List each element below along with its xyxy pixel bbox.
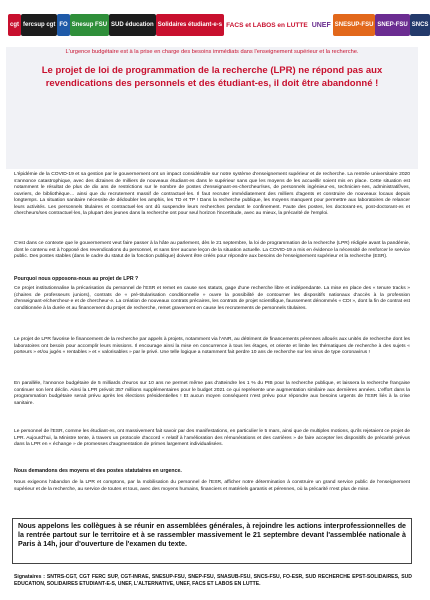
- logo-unef: UNEF: [311, 21, 331, 29]
- logo-cgt: cgt: [8, 14, 21, 36]
- paragraph-lpr-context: C'est dans ce contexte que le gouvernement veut faire passer à la hâte au parlement, dès le 21 septembre, la loi de programmation de la recherche (LPR) rédigée avant la pandémie, dont le contenu est à l'opposé des revendications du personnel, et sans tirer aucune leçon de la situation actuelle. La COVID-19 a mis en évidence la nécessité de renforcer le service public. Des postes stables (dans le cadre du statut de la fonction publique) doivent être créés pour répondre aux besoins de l'enseignement supérieur et la recherche (ESR).: [14, 241, 410, 260]
- tagline: L'urgence budgétaire est à la prise en charge des besoins immédiats dans l'enseignement supérieur et la recherche.: [65, 49, 359, 55]
- logo-fo: FO: [57, 14, 69, 36]
- question-heading: Pourquoi nous opposons-nous au projet de LPR ?: [14, 276, 139, 282]
- logo-snep-fsu: SNEP-FSU: [375, 14, 409, 36]
- union-logos-row: [8, 4, 429, 46]
- logo-snesup-fsu: Snesup FSU: [70, 14, 109, 36]
- demand-heading: Nous demandons des moyens et des postes statutaires en urgence.: [14, 468, 182, 474]
- paragraph-mobilisation: Le personnel de l'ESR, comme les étudiant·es, ont massivement fait savoir par des manifestations, en particulier le 5 mars, ainsi que de multiples motions, qu'ils rejetaient ce projet de LPR. Aujourd'hui, la Ministre tente, à travers un protocole d'accord « relatif à l'amélioration des rémunérations et des carrières » de faire accepter les dispositifs de précarité prévus dans la LPR en « échange » de promesses d'augmentation de primes largement individualisées.: [14, 429, 410, 448]
- paragraph-budget: En parallèle, l'annonce budgétaire de 5 milliards d'euros sur 10 ans ne permet même pas d'atteindre les 1 % du PIB pour la recherche publique, et laissera la recherche française continuer son lent déclin. Ainsi la LPR prévoit 357 millions supplémentaires pour le budget 2021 ce qui représente une augmentation similaire aux dernières années. L'effort dans la programmation budgétaire serait prévu après les élections présidentielles ! Et aucun moyen conséquent n'est prévu pour répondre aux besoins urgents de l'ESR liés à la crise sanitaire.: [14, 381, 410, 406]
- headline: Le projet de loi de programmation de la recherche (LPR) ne répond pas aux revendications des personnels et des étudiant-es, il doit être abandonné !: [41, 65, 383, 89]
- paragraph-context: L'épidémie de la COVID-19 et sa gestion par le gouvernement ont un impact considérable sur notre système d'enseignement supérieur et de recherche. La rentrée universitaire 2020 s'annonce catastrophique, avec des dizaines de milliers de nouveaux étudiant·es dans le supérieur sans que les moyens de les accueillir soient mis en place. Cette situation est notamment le résultat de plus de dix ans de restrictions sur le nombre de postes d'enseignant·es-chercheur/ses, de personnels ingénieur·es, technicien·nes, administratif/ves, ouvriers, de bibliothèque… ainsi que du recrutement massif de contractuel·les. Il faut recruter immédiatement des milliers d'agents et construire de nouveaux locaux depuis longtemps. La situation sanitaire nécessite de dédoubler les amphis, les TD et TP ! Dans la recherche publique, les moyens manquent pour permettre aux laboratoires de relancer leurs activités. Les personnels titulaires et contractuel·les ont dû suspendre leurs recherches pendant le confinement. Faute des postes, les doctorant·es, post-doctorant·es et chercheurs/ses contractuel·les, la plupart des jeunes dans la recherche ont pour seul horizon l'incertitude, avec au mieux, la précarité de l'emploi.: [14, 172, 410, 217]
- logo-sncs: SNCS: [410, 14, 430, 36]
- logo-solidaires-etudiantes: Solidaires étudiant-e-s: [156, 14, 224, 36]
- paragraph-precarisation: Ce projet institutionnalise la précarisation du personnel de l'ESR et remet en cause ses statuts, gage d'une recherche libre et indépendante. La mise en place des « tenure tracks » (chaires de professeurs juniors), contrats de « pré-titularisation conditionnelle » ouvre la possibilité de contourner les dispositifs nationaux d'accès à la profession d'enseignant·e/chercheur·e et de chercheur·e. La création de nouveaux contrats précaires, les contrats de projet scientifique, faussement dénommés « CDI », dont la fin de contrat est conditionnée à la durée et au financement du projet de recherche, remet gravement en cause les recrutements de personnels titulaires.: [14, 286, 410, 311]
- logo-snesup-fsu-2: SNESUP-FSU: [333, 14, 376, 36]
- signatories: Signataires : SNTRS-CGT, CGT FERC SUP, CGT-INRAE, SNESUP-FSU, SNEP-FSU, SNASUB-FSU, SNCS-FSU, FO-ESR, SUD RECHERCHE EPST-SOLIDAIRES, SUD EDUCATION, SOLIDAIRES ETUDIANT-E-S, UNEF, L'ALTERNATIVE, UNEF, FACS ET LABOS EN LUTTE.: [14, 574, 412, 587]
- call-to-action-box: Nous appelons les collègues à se réunir en assemblées générales, à rejoindre les actions interprofessionnelles de la rentrée partout sur le territoire et à se rassembler massivement le 21 septembre devant l'assemblée nationale à Paris à 14h, jour d'ouverture de l'examen du texte.: [12, 518, 412, 564]
- logo-facs-labos-en-lutte: FACS et LABOS en LUTTE: [226, 21, 308, 29]
- logo-sud-education: SUD éducation: [109, 14, 156, 36]
- logo-fercsup-cgt: fercsup cgt: [21, 14, 57, 36]
- paragraph-abandon: Nous exigeons l'abandon de la LPR et comptons, par la mobilisation du personnel de l'ESR, afficher notre détermination à construire un grand service public de l'enseignement supérieur et de la recherche, au service de toutes et tous, avec des moyens humains, financiers et matériels garantis et pérennes, où la précarité n'est plus de mise.: [14, 480, 410, 492]
- paragraph-financement: Le projet de LPR favorise le financement de la recherche par appels à projets, notamment via l'ANR, au détriment de financements pérennes alloués aux unités de recherche dont les laboratoires ont besoin pour accomplir leurs missions. Il encourage ainsi la mise en concurrence à tous les étages, et oriente et limite les thématiques de recherche à des sujets « porteurs » et/ou jugés « rentables » et « valorisables » par le privé. Une telle logique a notamment fait perdre 10 ans de recherche sur les virus de type coronavirus !: [14, 337, 410, 356]
- header-banner: [6, 47, 418, 169]
